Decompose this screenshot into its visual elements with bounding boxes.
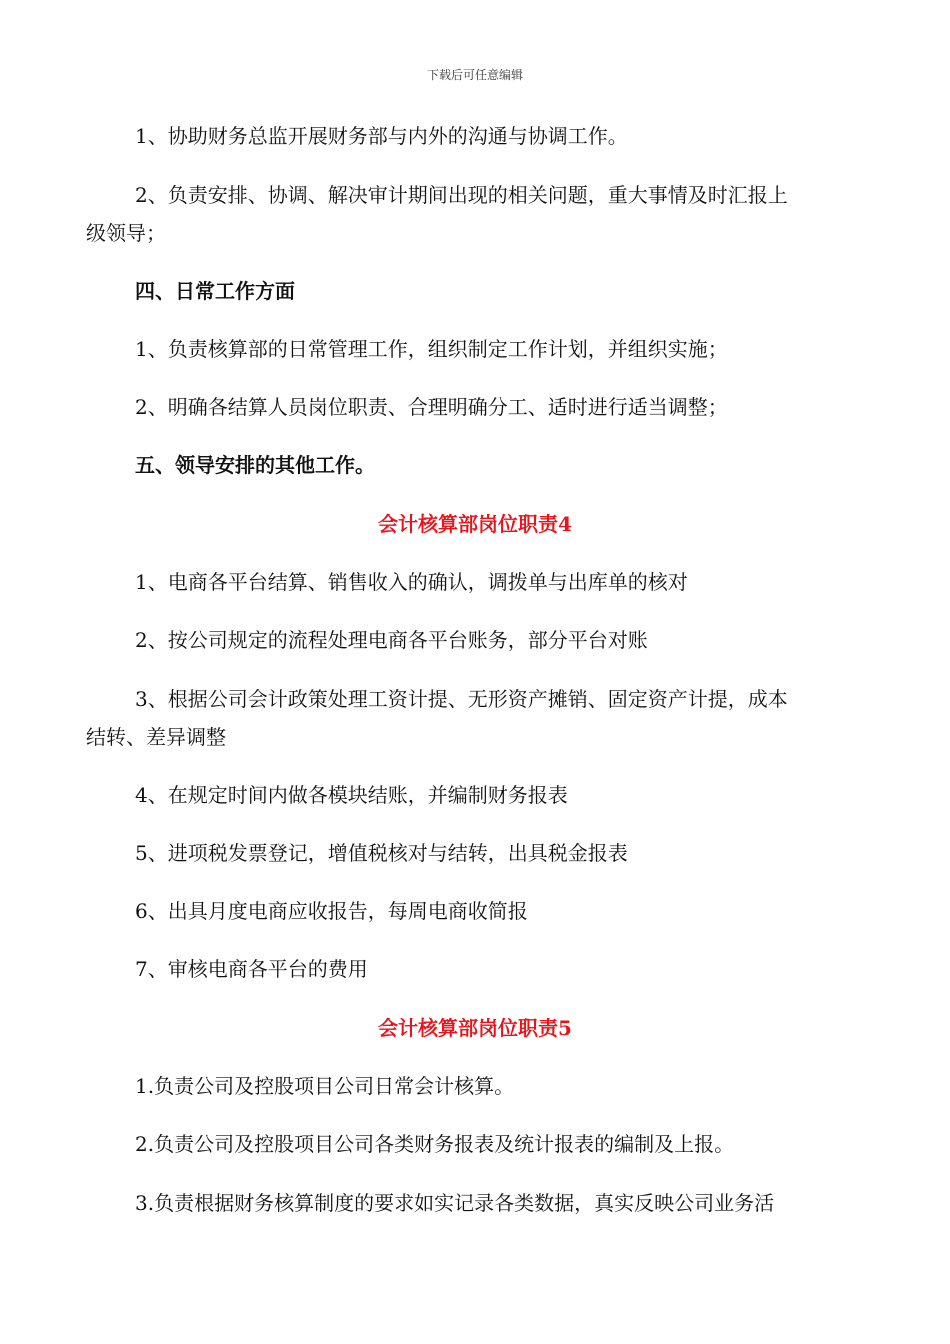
paragraph: 1.负责公司及控股项目公司日常会计核算。 (135, 1074, 515, 1098)
paragraph: 3、根据公司会计政策处理工资计提、无形资产摊销、固定资产计提，成本 (135, 687, 788, 711)
paragraph-continuation: 结转、差异调整 (86, 725, 226, 749)
section-title: 会计核算部岗位职责4 (378, 512, 572, 536)
paragraph: 3.负责根据财务核算制度的要求如实记录各类数据，真实反映公司业务活 (135, 1191, 775, 1215)
page-header: 下载后可任意编辑 (426, 68, 523, 82)
section-heading: 五、领导安排的其他工作。 (135, 453, 375, 477)
paragraph: 1、协助财务总监开展财务部与内外的沟通与协调工作。 (135, 124, 628, 148)
paragraph: 2、明确各结算人员岗位职责、合理明确分工、适时进行适当调整； (135, 395, 728, 419)
paragraph-continuation: 级领导； (86, 221, 166, 245)
section-title: 会计核算部岗位职责5 (378, 1016, 572, 1040)
section-heading: 四、日常工作方面 (135, 279, 295, 303)
paragraph: 1、电商各平台结算、销售收入的确认，调拨单与出库单的核对 (135, 570, 688, 594)
paragraph: 7、审核电商各平台的费用 (135, 957, 368, 981)
paragraph: 2、负责安排、协调、解决审计期间出现的相关问题，重大事情及时汇报上 (135, 183, 788, 207)
paragraph: 5、进项税发票登记，增值税核对与结转，出具税金报表 (135, 841, 628, 865)
paragraph: 2.负责公司及控股项目公司各类财务报表及统计报表的编制及上报。 (135, 1132, 735, 1156)
paragraph: 4、在规定时间内做各模块结账，并编制财务报表 (135, 783, 568, 807)
paragraph: 6、出具月度电商应收报告，每周电商收简报 (135, 899, 528, 923)
paragraph: 2、按公司规定的流程处理电商各平台账务，部分平台对账 (135, 628, 648, 652)
paragraph: 1、负责核算部的日常管理工作，组织制定工作计划，并组织实施； (135, 337, 728, 361)
